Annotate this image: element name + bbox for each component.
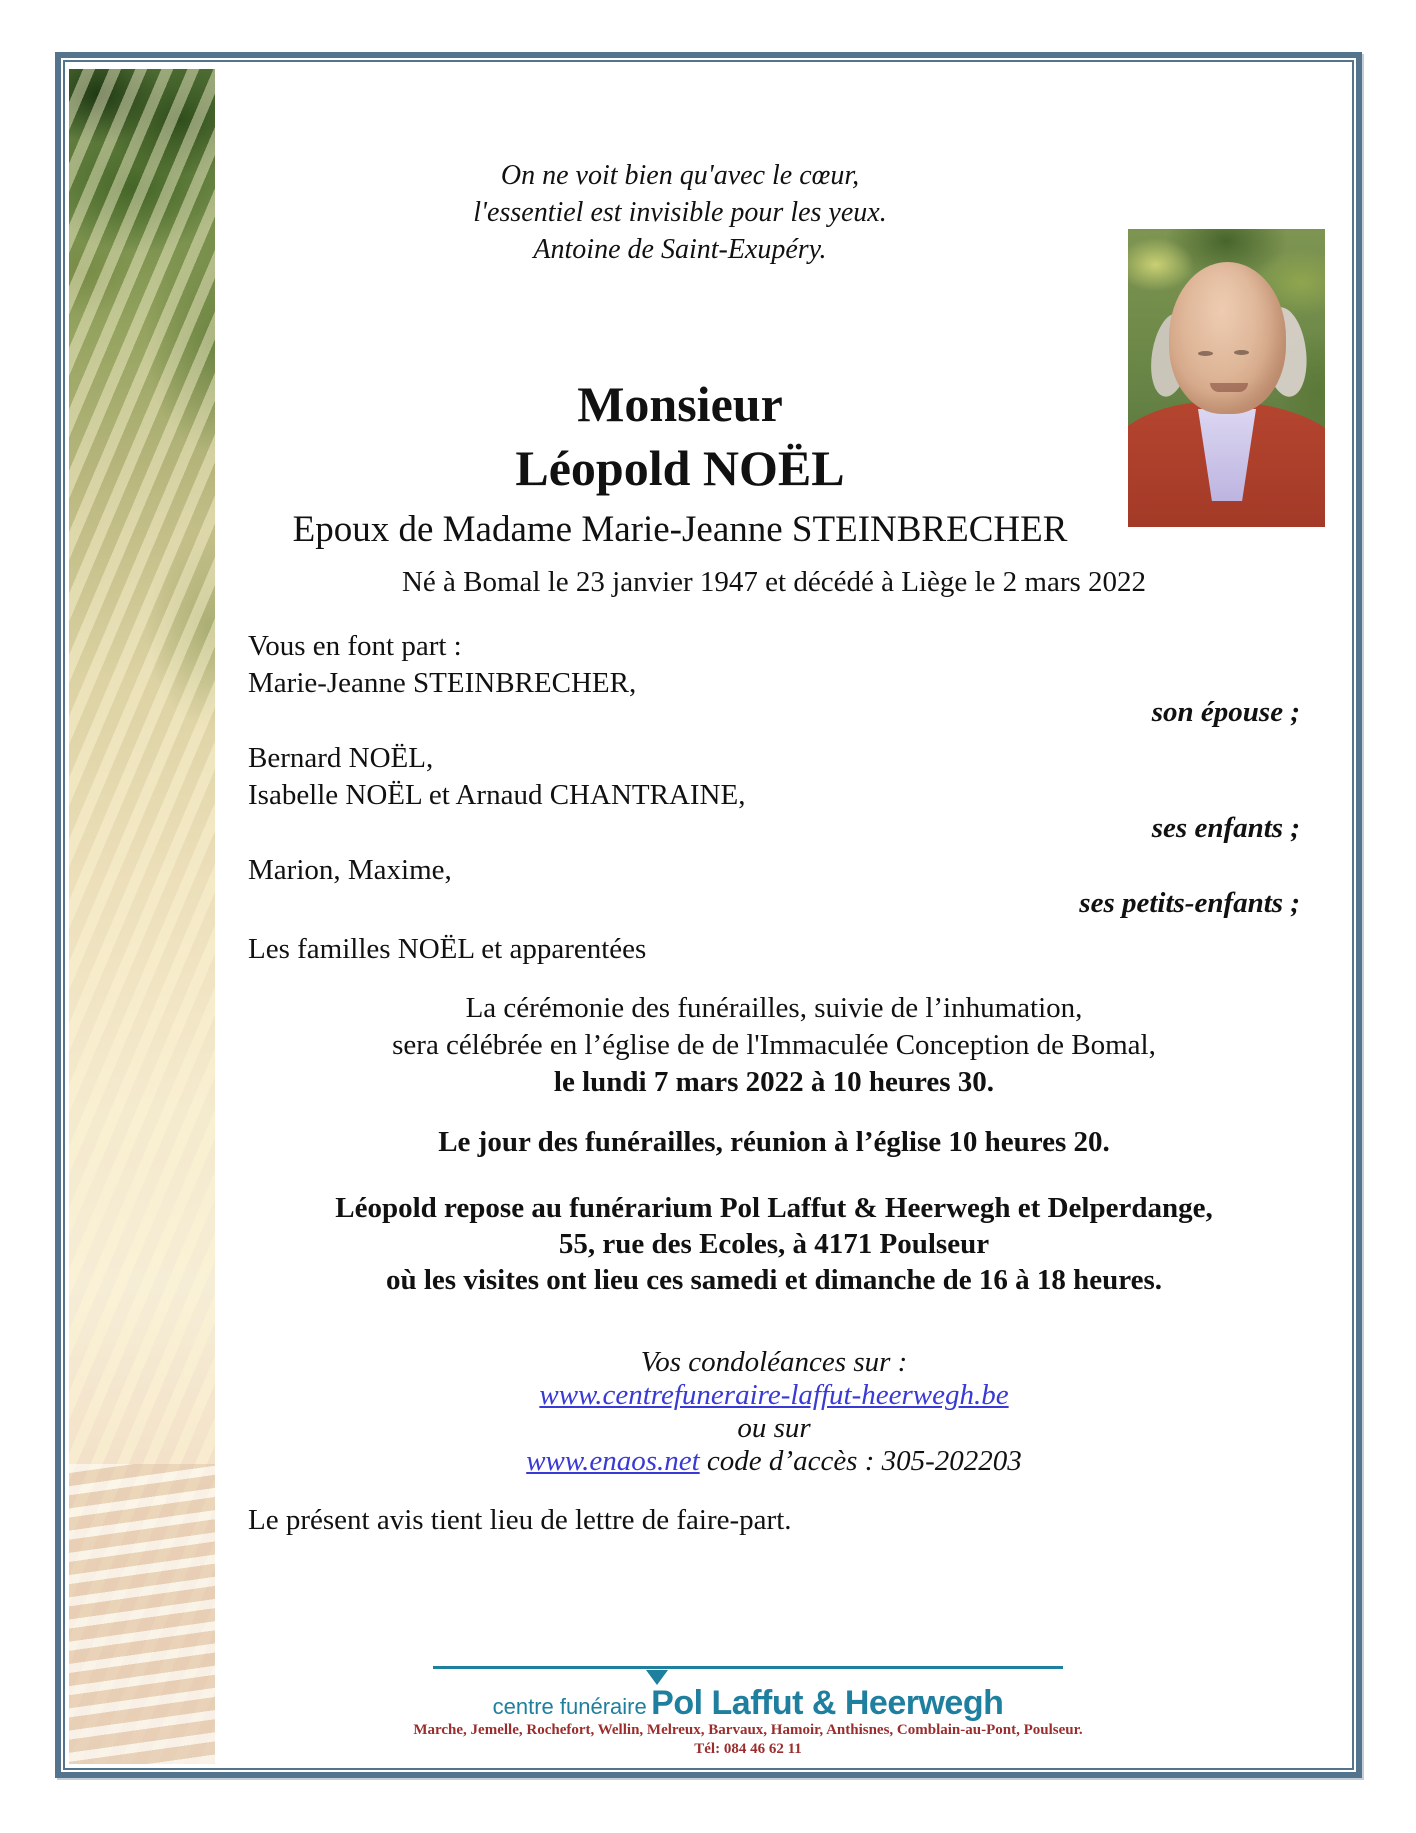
quote-line-1: On ne voit bien qu'avec le cœur,	[500, 160, 860, 191]
ceremony-line-2: sera célébrée en l’église de de l'Immaculée Conception de Bomal,	[392, 1029, 1156, 1061]
brand-small-text: centre funéraire	[492, 1694, 647, 1719]
condolences-access-code: code d’accès : 305-202203	[699, 1445, 1022, 1477]
deceased-name: Léopold NOËL	[515, 440, 845, 496]
child-name-1: Bernard NOËL,	[248, 742, 434, 774]
ceremony-block	[215, 990, 1333, 1101]
ceremony-date-line: le lundi 7 mars 2022 à 10 heures 30.	[553, 1066, 995, 1098]
funerarium-line-2: 55, rue des Ecoles, à 4171 Poulseur	[558, 1228, 990, 1260]
quote-line-2: l'essentiel est invisible pour les yeux.	[473, 197, 887, 228]
grandchildren-names: Marion, Maxime,	[248, 854, 452, 886]
announcement-intro: Vous en font part :	[248, 630, 462, 662]
forest-path-photo	[69, 69, 215, 1764]
meeting-line: Le jour des funérailles, réunion à l’église 10 heures 20.	[438, 1126, 1110, 1158]
condolences-link-1[interactable]: www.centrefuneraire-laffut-heerwegh.be	[539, 1379, 1009, 1411]
brand-large-text: Pol Laffut & Heerwegh	[651, 1684, 1004, 1722]
condolences-intro: Vos condoléances sur :	[640, 1346, 908, 1378]
children-relation: ses enfants ;	[1151, 812, 1300, 844]
wife-name: Marie-Jeanne STEINBRECHER,	[248, 667, 637, 699]
condolences-link-2[interactable]: www.enaos.net	[526, 1445, 700, 1477]
quote-block	[215, 157, 1145, 268]
quote-attribution: Antoine de Saint-Exupéry.	[533, 234, 827, 265]
notice-line: Le présent avis tient lieu de lettre de faire-part.	[248, 1504, 792, 1536]
portrait-photo	[1128, 229, 1325, 527]
footer-rule	[433, 1666, 1063, 1669]
funeral-home-logo	[215, 1684, 1281, 1723]
grandchildren-relation: ses petits-enfants ;	[1079, 887, 1300, 919]
footer-cities: Marche, Jemelle, Rochefort, Wellin, Melreux, Barvaux, Hamoir, Anthisnes, Comblain-au-Pont, Poulseur.	[413, 1722, 1083, 1738]
funerarium-block	[215, 1190, 1333, 1298]
condolences-or: ou sur	[737, 1412, 811, 1444]
life-dates: Né à Bomal le 23 janvier 1947 et décédé à Liège le 2 mars 2022	[401, 566, 1147, 598]
down-triangle-icon	[646, 1670, 668, 1685]
footer-phone: Tél: 084 46 62 11	[694, 1741, 802, 1757]
families-line: Les familles NOËL et apparentées	[248, 933, 647, 965]
funerarium-line-1: Léopold repose au funérarium Pol Laffut & Heerwegh et Delperdange,	[335, 1192, 1213, 1224]
wife-relation: son épouse ;	[1151, 696, 1300, 728]
condolences-block	[215, 1346, 1333, 1478]
child-name-2: Isabelle NOËL et Arnaud CHANTRAINE,	[248, 779, 746, 811]
ceremony-line-1: La cérémonie des funérailles, suivie de l’inhumation,	[465, 992, 1083, 1024]
deceased-title: Monsieur	[577, 376, 783, 432]
deceased-title-block	[215, 372, 1145, 500]
spouse-line: Epoux de Madame Marie-Jeanne STEINBRECHER	[292, 509, 1068, 550]
funerarium-line-3: où les visites ont lieu ces samedi et dimanche de 16 à 18 heures.	[386, 1264, 1162, 1296]
